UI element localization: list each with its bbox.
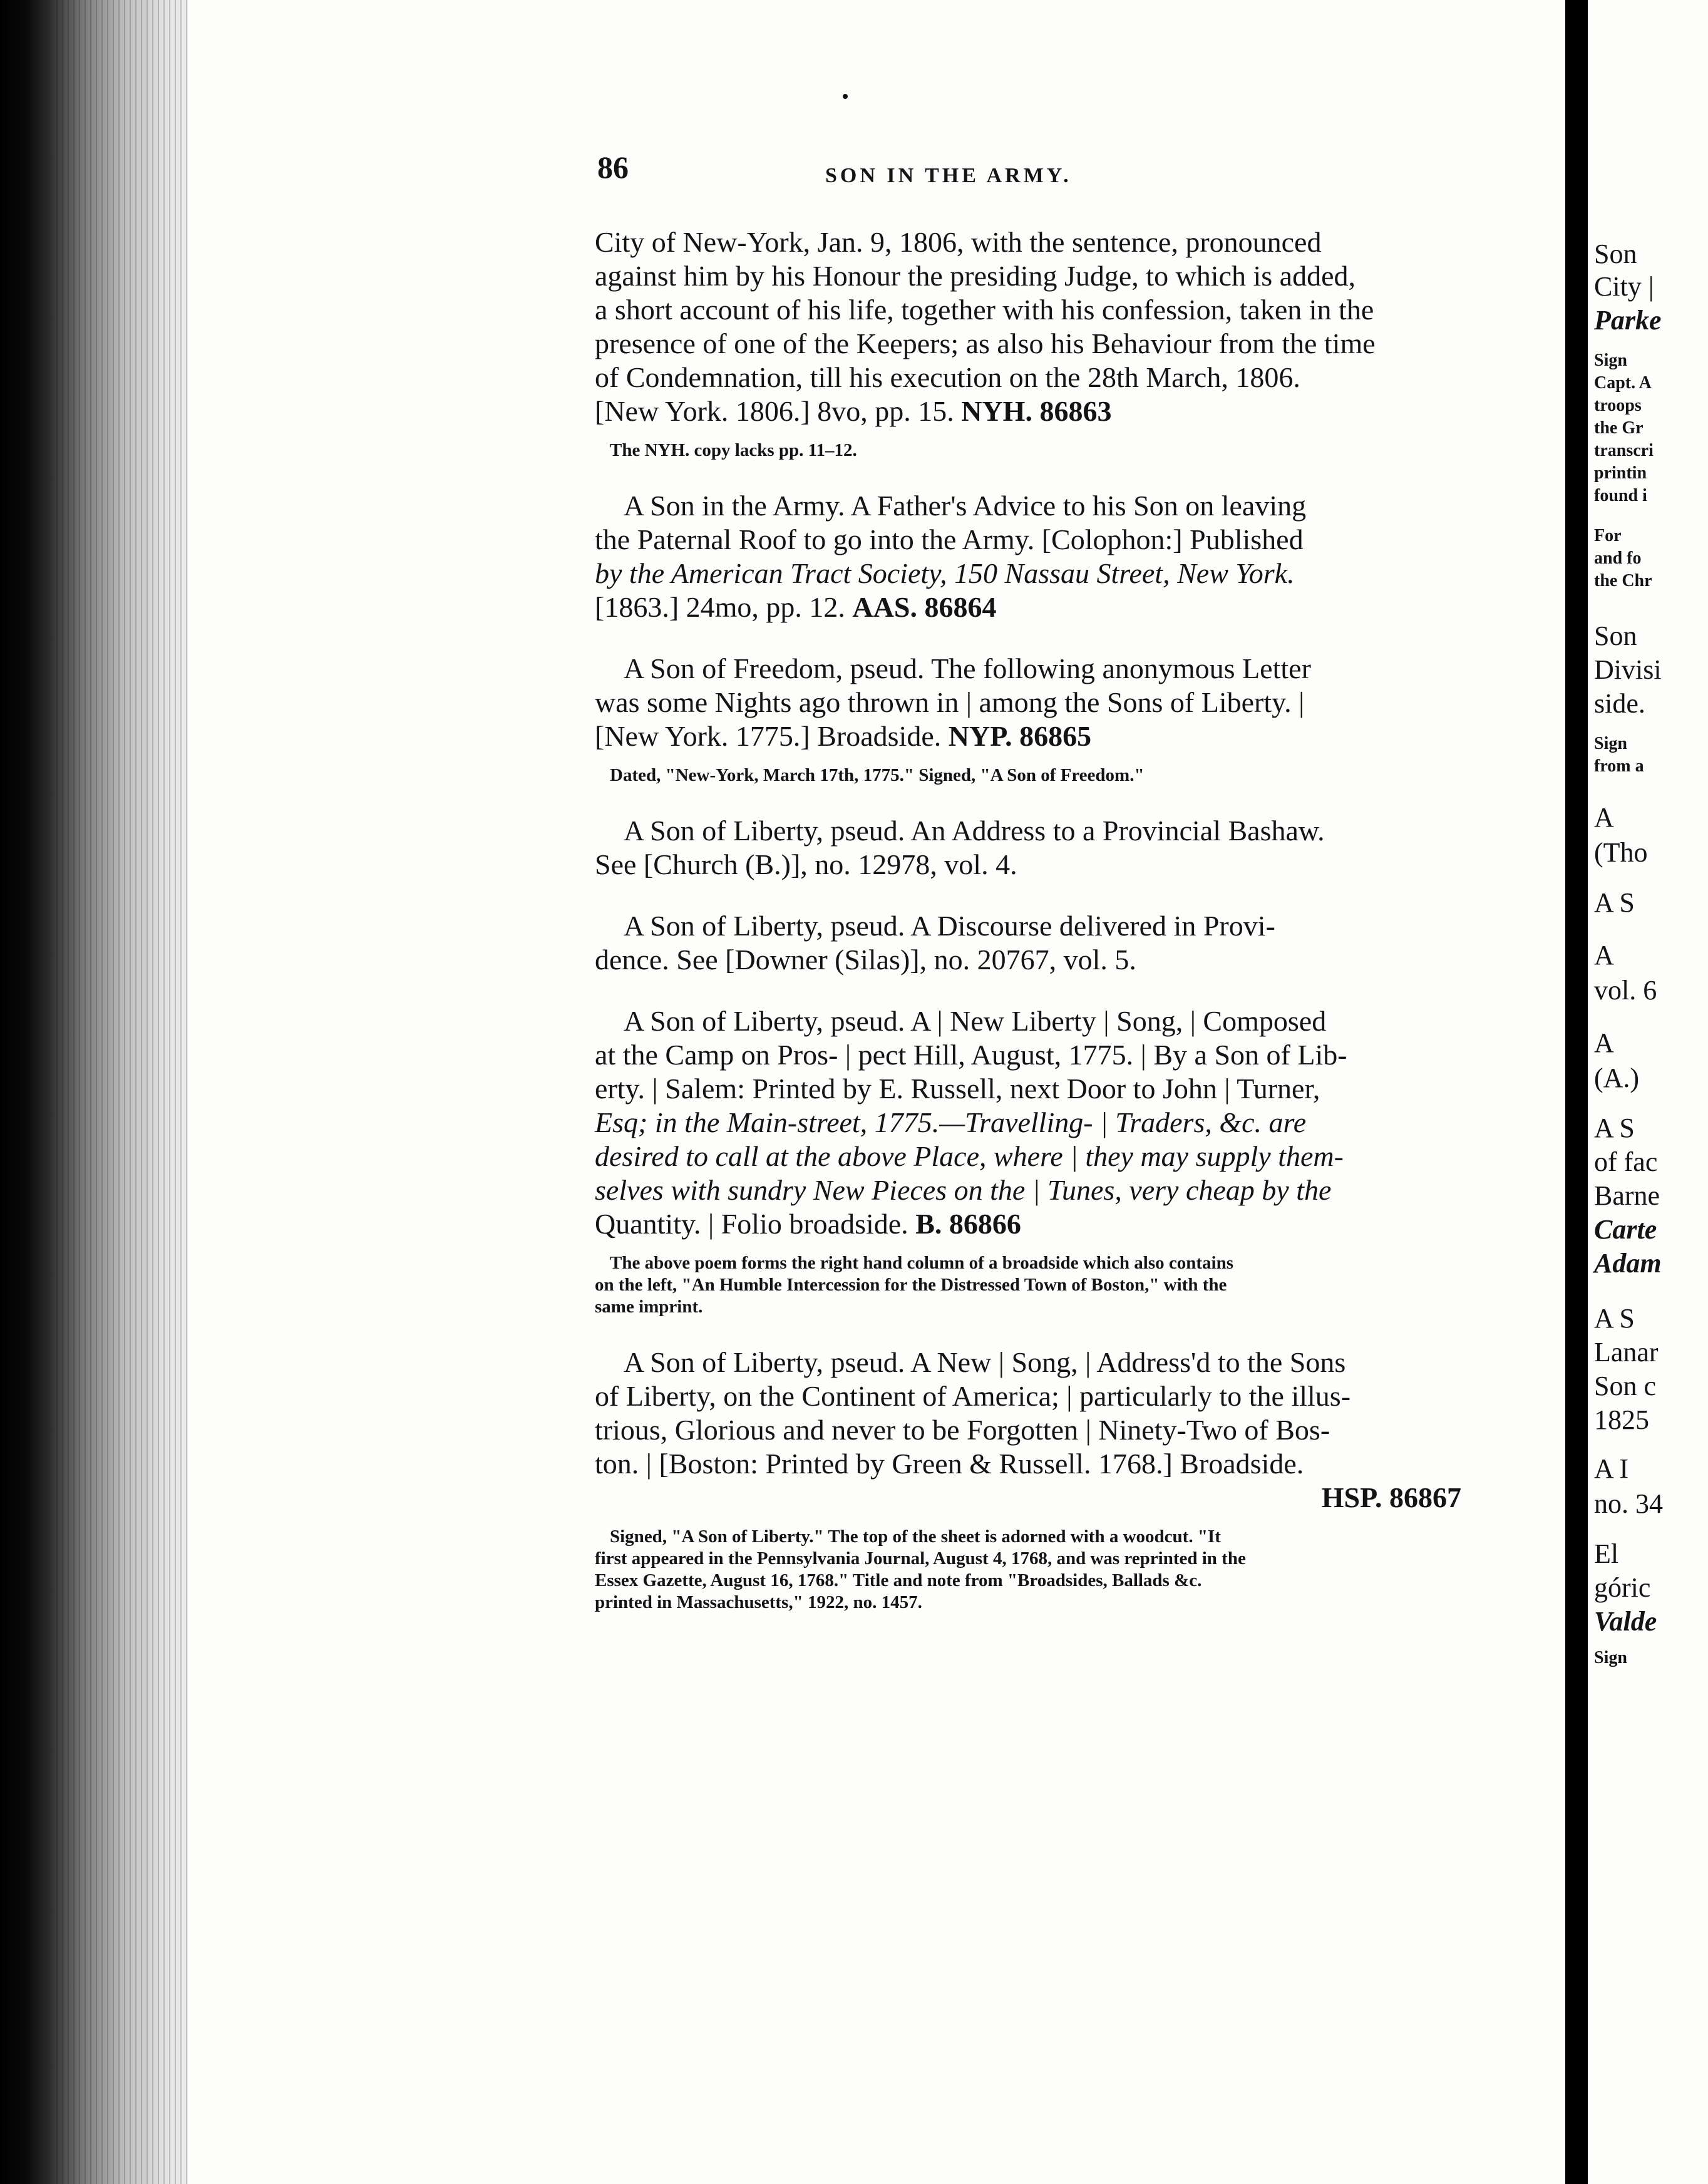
facing-page-fragment: the Chr	[1594, 571, 1652, 590]
facing-page-fragment: A	[1594, 1028, 1614, 1058]
facing-page-fragment: Sign	[1594, 734, 1627, 753]
book-gutter	[1565, 0, 1588, 2184]
facing-page-fragment: Barne	[1594, 1180, 1660, 1211]
running-title: SON IN THE ARMY.	[825, 164, 1072, 187]
note-line: Essex Gazette, August 16, 1768." Title and note from "Broadsides, Ballads &c.	[595, 1570, 1202, 1590]
entry-imprint: [New York. 1775.] Broadside.	[595, 720, 942, 752]
entry-last-line	[595, 1207, 1461, 1241]
entry-line: desired to call at the above Place, where | they may supply them-	[595, 1140, 1344, 1172]
facing-page-fragment: Carte	[1594, 1214, 1657, 1245]
entry-line: at the Camp on Pros- | pect Hill, August, 1775. | By a Son of Lib-	[595, 1039, 1347, 1071]
entry-note	[595, 1526, 1461, 1614]
entry-line: erty. | Salem: Printed by E. Russell, next Door to John | Turner,	[595, 1073, 1320, 1105]
facing-page-fragment: side.	[1594, 688, 1645, 719]
ink-speck	[843, 94, 848, 99]
entry-line: dence. See [Downer (Silas)], no. 20767, vol. 5.	[595, 944, 1136, 976]
note-line: Dated, "New-York, March 17th, 1775." Signed, "A Son of Freedom."	[610, 765, 1145, 785]
bibliography-entry	[595, 652, 1461, 753]
entry-line: presence of one of the Keepers; as also his Behaviour from the time	[595, 327, 1376, 359]
bibliography-entry	[595, 489, 1461, 624]
facing-page-fragment: Sign	[1594, 1648, 1627, 1667]
facing-page-fragment: For	[1594, 526, 1622, 545]
page-number: 86	[597, 150, 629, 185]
facing-page-fragment: no. 34	[1594, 1488, 1663, 1519]
facing-page-fragment: A S	[1594, 1113, 1635, 1143]
facing-page-fragment: transcri	[1594, 441, 1654, 460]
entry-line: ton. | [Boston: Printed by Green & Russell. 1768.] Broadside.	[595, 1448, 1304, 1480]
entry-reference: NYH. 86863	[961, 395, 1112, 427]
facing-page	[1588, 0, 1708, 2184]
bibliography-entry	[595, 1346, 1461, 1515]
entry-line: of Liberty, on the Continent of America; | particularly to the illus-	[595, 1380, 1351, 1412]
facing-page-fragment: Capt. A	[1594, 373, 1652, 393]
note-line: Signed, "A Son of Liberty." The top of the sheet is adorned with a woodcut. "It	[610, 1527, 1221, 1547]
entry-line: Esq; in the Main-street, 1775.—Travelling- | Traders, &c. are	[595, 1106, 1307, 1138]
facing-page-fragment: 1825	[1594, 1404, 1649, 1435]
facing-page-fragment: found i	[1594, 486, 1647, 505]
facing-page-fragment: Valde	[1594, 1606, 1657, 1637]
entry-line: City of New-York, Jan. 9, 1806, with the sentence, pronounced	[595, 226, 1322, 258]
entry-line: against him by his Honour the presiding Judge, to which is added,	[595, 260, 1356, 292]
facing-page-fragment: Lanar	[1594, 1337, 1659, 1368]
entry-last-line	[595, 394, 1461, 428]
facing-page-fragment: Parke	[1594, 305, 1662, 336]
facing-page-fragment: of fac	[1594, 1146, 1658, 1177]
facing-page-fragment: Son	[1594, 239, 1637, 269]
facing-page-fragment: Adam	[1594, 1248, 1662, 1279]
facing-page-fragment: A	[1594, 940, 1614, 971]
facing-page-fragment: A	[1594, 802, 1614, 833]
facing-page-fragment: the Gr	[1594, 418, 1644, 438]
entry-note	[595, 765, 1461, 786]
entry-reference: B. 86866	[915, 1208, 1021, 1240]
bibliography-entry	[595, 1004, 1461, 1241]
entry-imprint: Quantity. | Folio broadside.	[595, 1208, 908, 1240]
facing-page-fragment: Son	[1594, 621, 1637, 651]
bibliography-entry	[595, 909, 1461, 977]
facing-page-fragment: and fo	[1594, 549, 1642, 568]
entry-note	[595, 1252, 1461, 1318]
entry-line: a short account of his life, together with his confession, taken in the	[595, 294, 1374, 326]
entry-line: A Son of Liberty, pseud. A New | Song, | Address'd to the Sons	[624, 1346, 1346, 1378]
entry-imprint: [1863.] 24mo, pp. 12.	[595, 591, 845, 623]
facing-page-fragment: (A.)	[1594, 1063, 1640, 1093]
entry-line: A Son of Liberty, pseud. An Address to a Provincial Bashaw.	[624, 815, 1325, 847]
facing-page-fragment: printin	[1594, 463, 1647, 483]
text-column	[595, 225, 1461, 1641]
entry-line: by the American Tract Society, 150 Nassau Street, New York.	[595, 557, 1295, 589]
entry-line: A Son in the Army. A Father's Advice to his Son on leaving	[624, 490, 1307, 522]
entry-note	[595, 440, 1461, 461]
facing-page-fragment: vol. 6	[1594, 975, 1657, 1006]
note-line: first appeared in the Pennsylvania Journal, August 4, 1768, and was reprinted in the	[595, 1548, 1246, 1568]
entry-line: was some Nights ago thrown in | among the Sons of Liberty. |	[595, 686, 1305, 718]
facing-page-fragment: City |	[1594, 271, 1654, 302]
entry-line: the Paternal Roof to go into the Army. [Colophon:] Published	[595, 523, 1304, 555]
entry-imprint: [New York. 1806.] 8vo, pp. 15.	[595, 395, 954, 427]
facing-page-fragment: troops	[1594, 396, 1642, 415]
entry-reference: NYP. 86865	[948, 720, 1092, 752]
entry-reference: AAS. 86864	[852, 591, 997, 623]
note-line: The NYH. copy lacks pp. 11–12.	[610, 440, 857, 460]
facing-page-fragment: Son c	[1594, 1371, 1656, 1401]
entry-last-line	[595, 590, 1461, 624]
facing-page-fragment: A S	[1594, 887, 1635, 918]
entry-last-line	[595, 719, 1461, 753]
entry-line: See [Church (B.)], no. 12978, vol. 4.	[595, 848, 1017, 880]
facing-page-fragment: (Tho	[1594, 837, 1648, 868]
note-line: printed in Massachusetts," 1922, no. 1457.	[595, 1592, 922, 1612]
facing-page-fragment: El	[1594, 1538, 1619, 1569]
facing-page-fragment: Divisi	[1594, 654, 1662, 685]
note-line: same imprint.	[595, 1297, 703, 1317]
facing-page-fragment: góric	[1594, 1572, 1651, 1603]
note-line: on the left, "An Humble Intercession for the Distressed Town of Boston," with the	[595, 1275, 1227, 1295]
facing-page-fragment: A S	[1594, 1303, 1635, 1334]
entry-line: A Son of Liberty, pseud. A Discourse delivered in Provi-	[624, 910, 1275, 942]
entry-line: trious, Glorious and never to be Forgotten | Ninety-Two of Bos-	[595, 1414, 1330, 1446]
entry-line: A Son of Liberty, pseud. A | New Liberty | Song, | Composed	[624, 1005, 1327, 1037]
entry-line: A Son of Freedom, pseud. The following anonymous Letter	[624, 652, 1311, 684]
entry-line: selves with sundry New Pieces on the | Tunes, very cheap by the	[595, 1174, 1332, 1206]
facing-page-fragment: from a	[1594, 756, 1644, 776]
facing-page-fragment: A I	[1594, 1453, 1628, 1484]
note-line: The above poem forms the right hand column of a broadside which also contains	[610, 1253, 1234, 1273]
facing-page-fragment: Sign	[1594, 351, 1627, 370]
bibliography-entry	[595, 814, 1461, 882]
entry-reference: HSP. 86867	[1321, 1481, 1461, 1513]
entry-line: of Condemnation, till his execution on the 28th March, 1806.	[595, 361, 1300, 393]
bibliography-entry	[595, 225, 1461, 428]
